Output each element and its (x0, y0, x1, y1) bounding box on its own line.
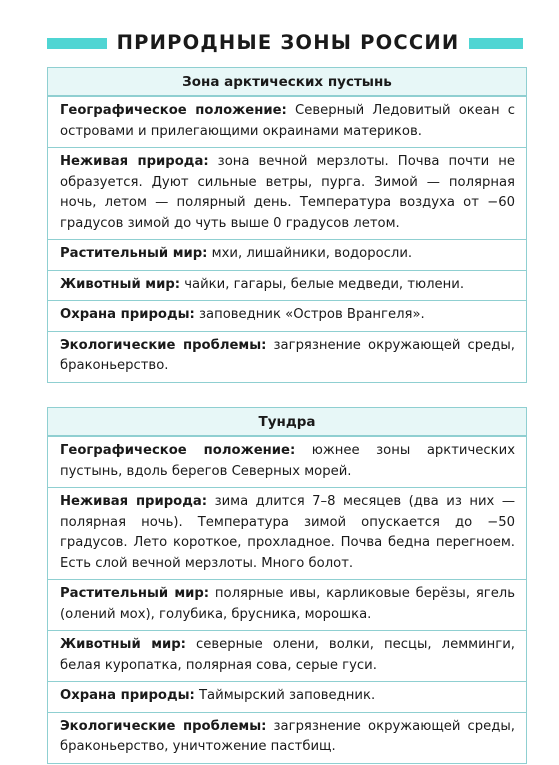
zone-tundra-card (47, 407, 527, 764)
row-text: мхи, лишайники, водоросли. (207, 246, 413, 261)
row-label: Животный мир: (60, 276, 181, 292)
row-text: заповедник «Остров Врангеля». (194, 307, 425, 322)
nature-protection-row (48, 681, 526, 712)
fauna-row (48, 630, 526, 681)
page-title: ПРИРОДНЫЕ ЗОНЫ РОССИИ (116, 31, 460, 54)
row-label: Охрана природы: (60, 688, 195, 703)
row-label: Животный мир: (60, 637, 186, 652)
inanimate-nature-row (48, 487, 526, 579)
row-label: Неживая природа: (60, 154, 209, 169)
flora-row (48, 239, 526, 270)
page-header (0, 28, 559, 58)
row-text: загрязнение окружающей среды, браконьерство. (60, 337, 516, 373)
decorative-bar-right (469, 38, 523, 49)
row-text: зима длится 7–8 месяцев (два из них — полярная ночь). Температура зимой опускается до −50 градусов. Лето короткое, прохладное. Почва бедна перегноем. Есть слой вечной мерзлоты. Много болот. (60, 494, 516, 571)
row-label: Растительный мир: (60, 246, 208, 261)
zone-title: Зона арктических пустынь (48, 68, 526, 96)
nature-protection-row (48, 300, 526, 331)
ecological-problems-row (48, 331, 526, 382)
row-label: Неживая природа: (60, 494, 208, 509)
row-label: Экологические проблемы: (60, 718, 267, 734)
row-label: Географическое положение: (60, 443, 296, 458)
geo-position-row (48, 436, 526, 487)
row-text: Северный Ледовитый океан с островами и прилегающими окраинами материков. (60, 103, 515, 139)
row-text: зона вечной мерзлоты. Почва почти не образуется. Дуют сильные ветры, пурга. Зимой — полярная ночь, летом — полярный день. Температура воздуха от −60 градусов зимой до чуть выше 0 градусов летом. (60, 154, 515, 231)
flora-row (48, 579, 526, 630)
inanimate-nature-row (48, 147, 526, 239)
decorative-bar-left (47, 38, 107, 49)
zone-arctic-desert-card (47, 67, 527, 383)
geo-position-row (48, 96, 526, 147)
row-text: северные олени, волки, песцы, лемминги, белая куропатка, полярная сова, серые гуси. (60, 637, 515, 673)
row-label: Растительный мир: (60, 586, 210, 601)
row-text: южнее зоны арктических пустынь, вдоль берегов Северных морей. (60, 443, 515, 479)
row-label: Охрана природы: (60, 307, 195, 322)
row-text: полярные ивы, карликовые берёзы, ягель (олений мох), голубика, брусника, морошка. (60, 586, 516, 622)
row-label: Экологические проблемы: (60, 337, 267, 353)
row-label: Географическое положение: (60, 103, 287, 118)
ecological-problems-row (48, 712, 526, 763)
row-text: загрязнение окружающей среды, браконьерство, уничтожение пастбищ. (60, 718, 516, 754)
zone-title: Тундра (48, 408, 526, 436)
row-text: Таймырский заповедник. (194, 688, 376, 703)
fauna-row (48, 270, 526, 301)
row-text: чайки, гагары, белые медведи, тюлени. (180, 276, 465, 292)
